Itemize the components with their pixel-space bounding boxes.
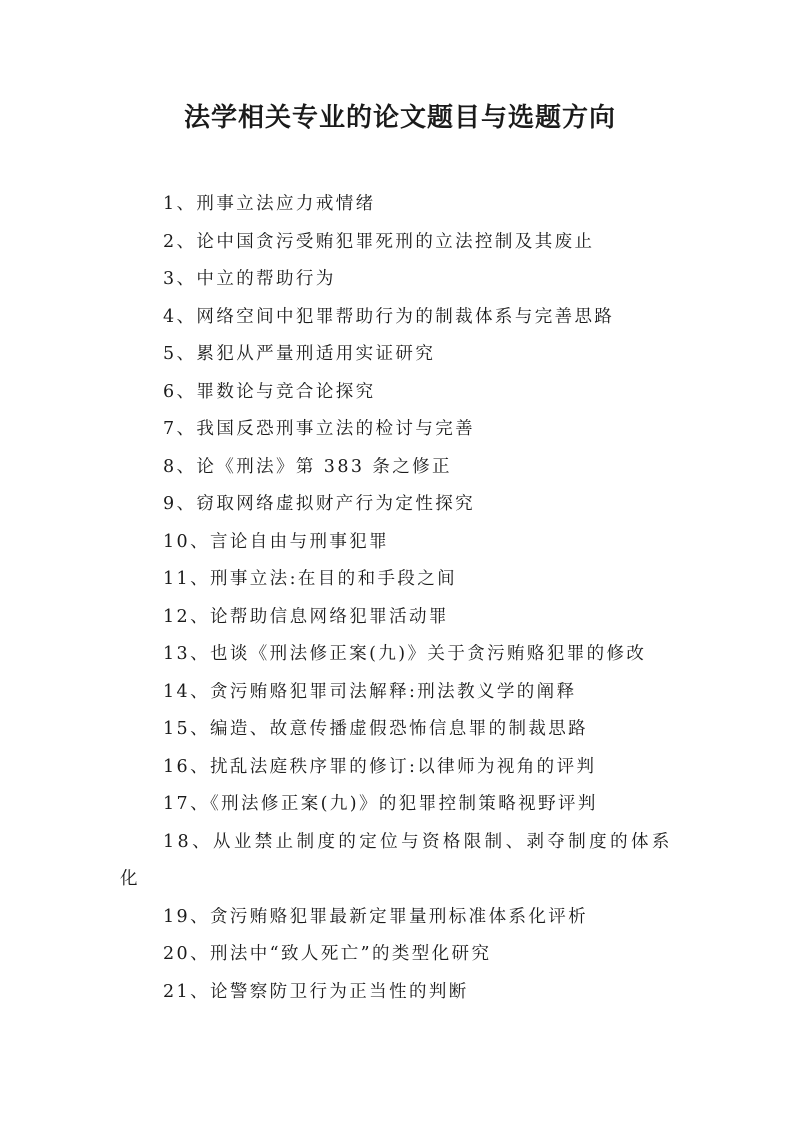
- list-item: 5、累犯从严量刑适用实证研究: [163, 344, 436, 364]
- list-item: 11、刑事立法:在目的和手段之间: [163, 569, 458, 589]
- list-item: 8、论《刑法》第 383 条之修正: [163, 456, 452, 477]
- list-item: 15、编造、故意传播虚假恐怖信息罪的制裁思路: [163, 719, 589, 739]
- list-item: 18、从业禁止制度的定位与资格限制、剥夺制度的体系化: [120, 831, 673, 889]
- list-item: 16、扰乱法庭秩序罪的修订:以律师为视角的评判: [163, 756, 597, 777]
- list-item: 9、窃取网络虚拟财产行为定性探究: [163, 494, 476, 514]
- topic-list: [120, 186, 690, 1011]
- list-item: 21、论警察防卫行为正当性的判断: [163, 981, 469, 1002]
- list-item: 6、罪数论与竞合论探究: [163, 381, 376, 402]
- list-item: 13、也谈《刑法修正案(九)》关于贪污贿赂犯罪的修改: [163, 644, 647, 664]
- document-title: 法学相关专业的论文题目与选题方向: [183, 103, 616, 133]
- list-item: 7、我国反恐刑事立法的检讨与完善: [163, 419, 476, 439]
- list-item: 2、论中国贪污受贿犯罪死刑的立法控制及其废止: [163, 231, 595, 252]
- list-item: 1、刑事立法应力戒情绪: [163, 194, 376, 214]
- list-item: 3、中立的帮助行为: [163, 269, 336, 289]
- list-item: 14、贪污贿赂犯罪司法解释:刑法教义学的阐释: [163, 681, 577, 702]
- list-item: 20、刑法中“致人死亡”的类型化研究: [163, 944, 492, 964]
- list-item: 4、网络空间中犯罪帮助行为的制裁体系与完善思路: [163, 306, 615, 327]
- list-item: 10、言论自由与刑事犯罪: [163, 531, 390, 552]
- list-item: 17、《刑法修正案(九)》的犯罪控制策略视野评判: [163, 794, 598, 814]
- list-item: 19、贪污贿赂犯罪最新定罪量刑标准体系化评析: [163, 906, 589, 927]
- list-item: 12、论帮助信息网络犯罪活动罪: [163, 606, 449, 627]
